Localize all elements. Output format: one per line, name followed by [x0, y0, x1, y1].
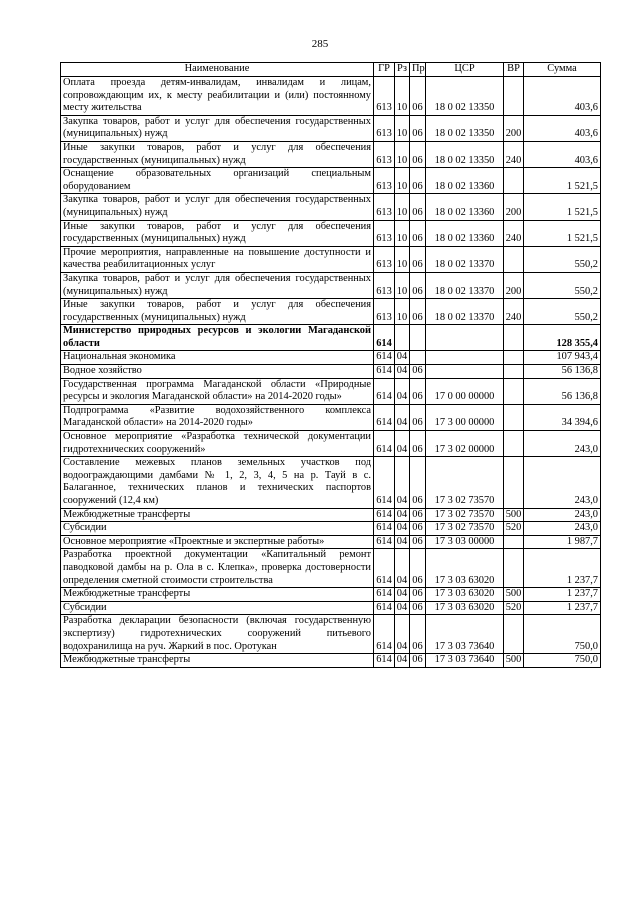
row-pr-cell: 06: [410, 588, 426, 602]
row-csr-cell: 17 3 03 63020: [426, 549, 504, 588]
row-rz-cell: 10: [395, 272, 410, 298]
row-rz-cell: 10: [395, 299, 410, 325]
row-sum-cell: 1 987,7: [524, 535, 601, 549]
table-row: [61, 535, 601, 549]
row-rz-cell: 10: [395, 115, 410, 141]
row-vr-cell: [504, 404, 524, 430]
row-sum-cell: 243,0: [524, 522, 601, 536]
row-name-cell: Основное мероприятие «Проектные и экспертные работы»: [61, 535, 374, 549]
table-row: [61, 246, 601, 272]
row-sum-cell: 750,0: [524, 615, 601, 654]
row-gr-cell: 614: [374, 615, 395, 654]
row-name-cell: Министерство природных ресурсов и экологии Магаданской области: [61, 325, 374, 351]
header-vr: ВР: [504, 63, 524, 77]
row-sum-cell: 56 136,8: [524, 365, 601, 379]
row-csr-cell: [426, 365, 504, 379]
table-row: [61, 457, 601, 508]
row-sum-cell: 56 136,8: [524, 378, 601, 404]
row-rz-cell: 04: [395, 588, 410, 602]
header-name: Наименование: [61, 63, 374, 77]
header-gr: ГР: [374, 63, 395, 77]
row-name-cell: Разработка декларации безопасности (включая государственную экспертизу) гидротехнических сооружений питьевого водохранилища на руч. Жаркий в пос. Оротукан: [61, 615, 374, 654]
row-vr-cell: [504, 168, 524, 194]
row-name-cell: Межбюджетные трансферты: [61, 654, 374, 668]
row-sum-cell: 1 521,5: [524, 220, 601, 246]
row-pr-cell: 06: [410, 115, 426, 141]
header-rz: Рз: [395, 63, 410, 77]
row-vr-cell: 520: [504, 601, 524, 615]
row-rz-cell: [395, 325, 410, 351]
row-csr-cell: 18 0 02 13350: [426, 77, 504, 116]
header-sum: Сумма: [524, 63, 601, 77]
row-gr-cell: 614: [374, 522, 395, 536]
table-row: [61, 378, 601, 404]
table-row: [61, 325, 601, 351]
row-name-cell: Субсидии: [61, 601, 374, 615]
row-name-cell: Межбюджетные трансферты: [61, 588, 374, 602]
row-pr-cell: 06: [410, 246, 426, 272]
row-vr-cell: [504, 457, 524, 508]
row-pr-cell: 06: [410, 615, 426, 654]
row-pr-cell: 06: [410, 141, 426, 167]
row-rz-cell: 10: [395, 141, 410, 167]
table-row: [61, 601, 601, 615]
row-pr-cell: 06: [410, 431, 426, 457]
header-csr: ЦСР: [426, 63, 504, 77]
row-name-cell: Подпрограмма «Развитие водохозяйственного комплекса Магаданской области» на 2014-2020 годы»: [61, 404, 374, 430]
row-csr-cell: 18 0 02 13360: [426, 194, 504, 220]
row-sum-cell: 403,6: [524, 115, 601, 141]
row-csr-cell: 17 0 00 00000: [426, 378, 504, 404]
row-sum-cell: 403,6: [524, 77, 601, 116]
row-vr-cell: [504, 535, 524, 549]
row-rz-cell: 10: [395, 246, 410, 272]
row-rz-cell: 04: [395, 457, 410, 508]
row-sum-cell: 107 943,4: [524, 351, 601, 365]
row-gr-cell: 613: [374, 299, 395, 325]
row-name-cell: Национальная экономика: [61, 351, 374, 365]
row-name-cell: Закупка товаров, работ и услуг для обеспечения государственных (муниципальных) нужд: [61, 115, 374, 141]
row-gr-cell: 614: [374, 404, 395, 430]
row-vr-cell: 240: [504, 141, 524, 167]
table-row: [61, 77, 601, 116]
row-vr-cell: [504, 431, 524, 457]
row-sum-cell: 550,2: [524, 272, 601, 298]
row-vr-cell: 240: [504, 299, 524, 325]
row-pr-cell: 06: [410, 535, 426, 549]
row-csr-cell: 18 0 02 13350: [426, 141, 504, 167]
row-gr-cell: 614: [374, 549, 395, 588]
row-gr-cell: 614: [374, 457, 395, 508]
row-rz-cell: 04: [395, 535, 410, 549]
row-csr-cell: [426, 351, 504, 365]
row-csr-cell: 18 0 02 13360: [426, 220, 504, 246]
table-row: [61, 115, 601, 141]
row-csr-cell: 17 3 03 00000: [426, 535, 504, 549]
row-vr-cell: [504, 325, 524, 351]
row-name-cell: Основное мероприятие «Разработка технической документации гидротехнических сооружений»: [61, 431, 374, 457]
row-pr-cell: 06: [410, 508, 426, 522]
row-vr-cell: [504, 378, 524, 404]
row-sum-cell: 550,2: [524, 246, 601, 272]
row-gr-cell: 613: [374, 194, 395, 220]
row-name-cell: Иные закупки товаров, работ и услуг для обеспечения государственных (муниципальных) нужд: [61, 220, 374, 246]
row-rz-cell: 04: [395, 378, 410, 404]
row-gr-cell: 614: [374, 588, 395, 602]
row-pr-cell: 06: [410, 365, 426, 379]
row-csr-cell: 17 3 02 73570: [426, 508, 504, 522]
row-name-cell: Прочие мероприятия, направленные на повышение доступности и качества реабилитационных услуг: [61, 246, 374, 272]
table-row: [61, 141, 601, 167]
page-number: 285: [311, 38, 329, 50]
table-row: [61, 365, 601, 379]
row-gr-cell: 614: [374, 535, 395, 549]
row-sum-cell: 128 355,4: [524, 325, 601, 351]
row-gr-cell: 614: [374, 365, 395, 379]
row-rz-cell: 04: [395, 351, 410, 365]
row-sum-cell: 1 237,7: [524, 601, 601, 615]
table-row: [61, 522, 601, 536]
row-rz-cell: 10: [395, 168, 410, 194]
row-pr-cell: 06: [410, 404, 426, 430]
row-csr-cell: 17 3 02 00000: [426, 431, 504, 457]
row-csr-cell: 18 0 02 13360: [426, 168, 504, 194]
row-rz-cell: 04: [395, 601, 410, 615]
budget-table: [60, 62, 601, 668]
row-gr-cell: 613: [374, 272, 395, 298]
row-gr-cell: 614: [374, 351, 395, 365]
row-vr-cell: 500: [504, 588, 524, 602]
row-csr-cell: 17 3 02 73570: [426, 522, 504, 536]
table-row: [61, 404, 601, 430]
table-row: [61, 549, 601, 588]
row-pr-cell: 06: [410, 549, 426, 588]
row-name-cell: Межбюджетные трансферты: [61, 508, 374, 522]
row-sum-cell: 243,0: [524, 431, 601, 457]
table-row: [61, 351, 601, 365]
table-row: [61, 220, 601, 246]
row-vr-cell: [504, 549, 524, 588]
row-csr-cell: 18 0 02 13350: [426, 115, 504, 141]
row-rz-cell: 04: [395, 615, 410, 654]
row-gr-cell: 614: [374, 325, 395, 351]
row-rz-cell: 04: [395, 404, 410, 430]
row-sum-cell: 550,2: [524, 299, 601, 325]
table-row: [61, 431, 601, 457]
row-vr-cell: 240: [504, 220, 524, 246]
row-vr-cell: 200: [504, 272, 524, 298]
row-pr-cell: 06: [410, 272, 426, 298]
row-name-cell: Государственная программа Магаданской области «Природные ресурсы и экология Магаданской области» на 2014-2020 годы»: [61, 378, 374, 404]
header-pr: Пр: [410, 63, 426, 77]
row-name-cell: Оплата проезда детям-инвалидам, инвалидам и лицам, сопровождающим их, к месту реабилитации и (или) постоянному месту жительства: [61, 77, 374, 116]
row-csr-cell: [426, 325, 504, 351]
row-pr-cell: 06: [410, 522, 426, 536]
table-row: [61, 615, 601, 654]
row-pr-cell: [410, 325, 426, 351]
row-vr-cell: 200: [504, 115, 524, 141]
row-gr-cell: 613: [374, 141, 395, 167]
row-sum-cell: 1 521,5: [524, 194, 601, 220]
row-rz-cell: 04: [395, 508, 410, 522]
row-csr-cell: 17 3 03 63020: [426, 601, 504, 615]
row-gr-cell: 614: [374, 654, 395, 668]
row-pr-cell: [410, 351, 426, 365]
row-vr-cell: 520: [504, 522, 524, 536]
row-name-cell: Составление межевых планов земельных участков под водоограждающими дамбами № 1, 2, 3, 4, 5 на р. Тауй в с. Балаганное, технических планов и технических паспортов сооружений (12,4 км): [61, 457, 374, 508]
row-name-cell: Оснащение образовательных организаций специальным оборудованием: [61, 168, 374, 194]
table-row: [61, 654, 601, 668]
row-gr-cell: 614: [374, 431, 395, 457]
row-gr-cell: 613: [374, 77, 395, 116]
row-sum-cell: 243,0: [524, 457, 601, 508]
row-name-cell: Иные закупки товаров, работ и услуг для обеспечения государственных (муниципальных) нужд: [61, 299, 374, 325]
row-vr-cell: [504, 351, 524, 365]
row-name-cell: Иные закупки товаров, работ и услуг для обеспечения государственных (муниципальных) нужд: [61, 141, 374, 167]
row-gr-cell: 614: [374, 378, 395, 404]
row-name-cell: Закупка товаров, работ и услуг для обеспечения государственных (муниципальных) нужд: [61, 272, 374, 298]
row-pr-cell: 06: [410, 77, 426, 116]
row-vr-cell: 500: [504, 508, 524, 522]
row-pr-cell: 06: [410, 168, 426, 194]
table-header-row: [61, 63, 601, 77]
row-vr-cell: 500: [504, 654, 524, 668]
row-sum-cell: 1 237,7: [524, 588, 601, 602]
row-name-cell: Субсидии: [61, 522, 374, 536]
row-gr-cell: 614: [374, 601, 395, 615]
table-row: [61, 588, 601, 602]
row-name-cell: Разработка проектной документации «Капитальный ремонт паводковой дамбы на р. Ола в с. Клепка», проверка достоверности определения сметной стоимости строительства: [61, 549, 374, 588]
row-pr-cell: 06: [410, 457, 426, 508]
row-csr-cell: 18 0 02 13370: [426, 272, 504, 298]
row-csr-cell: 18 0 02 13370: [426, 246, 504, 272]
row-vr-cell: [504, 246, 524, 272]
row-pr-cell: 06: [410, 378, 426, 404]
row-rz-cell: 04: [395, 365, 410, 379]
row-csr-cell: 17 3 03 63020: [426, 588, 504, 602]
row-vr-cell: [504, 365, 524, 379]
row-pr-cell: 06: [410, 601, 426, 615]
row-sum-cell: 243,0: [524, 508, 601, 522]
row-pr-cell: 06: [410, 194, 426, 220]
row-rz-cell: 04: [395, 549, 410, 588]
row-rz-cell: 04: [395, 522, 410, 536]
row-gr-cell: 613: [374, 168, 395, 194]
row-rz-cell: 10: [395, 77, 410, 116]
row-rz-cell: 04: [395, 654, 410, 668]
row-sum-cell: 750,0: [524, 654, 601, 668]
table-body: [61, 77, 601, 668]
row-csr-cell: 17 3 00 00000: [426, 404, 504, 430]
row-sum-cell: 34 394,6: [524, 404, 601, 430]
row-vr-cell: [504, 77, 524, 116]
row-gr-cell: 613: [374, 220, 395, 246]
row-csr-cell: 18 0 02 13370: [426, 299, 504, 325]
row-name-cell: Закупка товаров, работ и услуг для обеспечения государственных (муниципальных) нужд: [61, 194, 374, 220]
row-rz-cell: 04: [395, 431, 410, 457]
row-rz-cell: 10: [395, 194, 410, 220]
row-pr-cell: 06: [410, 220, 426, 246]
table-row: [61, 299, 601, 325]
row-gr-cell: 613: [374, 115, 395, 141]
row-csr-cell: 17 3 03 73640: [426, 654, 504, 668]
row-gr-cell: 613: [374, 246, 395, 272]
row-gr-cell: 614: [374, 508, 395, 522]
row-pr-cell: 06: [410, 299, 426, 325]
row-vr-cell: 200: [504, 194, 524, 220]
row-rz-cell: 10: [395, 220, 410, 246]
row-sum-cell: 1 521,5: [524, 168, 601, 194]
table-row: [61, 194, 601, 220]
row-sum-cell: 403,6: [524, 141, 601, 167]
table-row: [61, 508, 601, 522]
row-csr-cell: 17 3 02 73570: [426, 457, 504, 508]
row-sum-cell: 1 237,7: [524, 549, 601, 588]
row-name-cell: Водное хозяйство: [61, 365, 374, 379]
row-pr-cell: 06: [410, 654, 426, 668]
row-csr-cell: 17 3 03 73640: [426, 615, 504, 654]
table-row: [61, 168, 601, 194]
table-row: [61, 272, 601, 298]
row-vr-cell: [504, 615, 524, 654]
